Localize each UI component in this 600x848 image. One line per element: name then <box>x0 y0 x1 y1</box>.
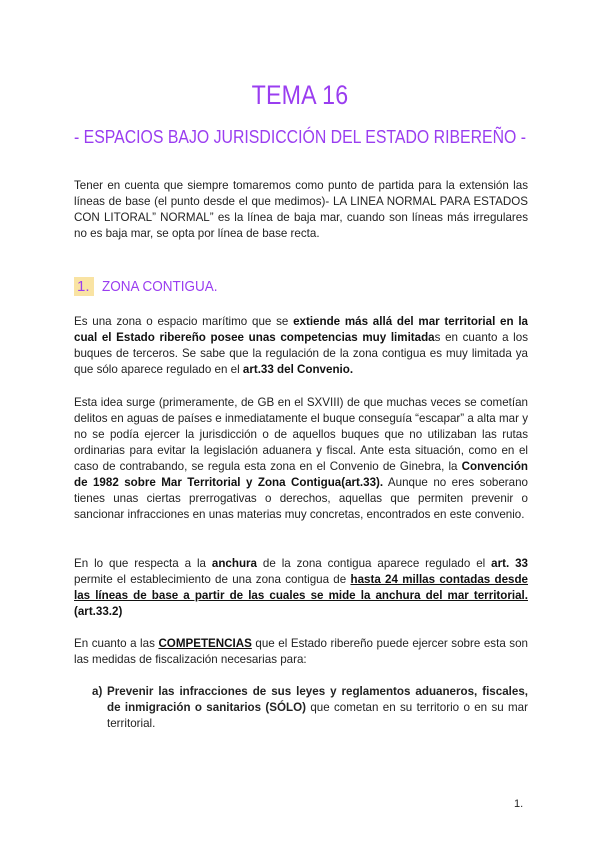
text-run: de la zona contigua aparece regulado el <box>257 557 492 570</box>
bold-text: art.33 del Convenio. <box>242 363 354 376</box>
intro-paragraph: Tener en cuenta que siempre tomaremos como punto de partida para la extensión las líneas de base (el punto desde el que medimos)- LA LINEA NORMAL PARA ESTADOS CON LITORAL” NORMAL” es la línea de baja mar, cuando son líneas más irregulares no es baja mar, se opta por línea de base recta. <box>74 179 528 240</box>
text-run: permite el establecimiento de una zona contigua de <box>74 573 351 586</box>
page-title: TEMA 16 <box>251 80 349 110</box>
paragraph-width <box>74 556 528 620</box>
text-run: En cuanto a las <box>74 637 159 650</box>
bold-underlined-text: COMPETENCIAS <box>158 637 252 650</box>
bold-text: extiende más allá del mar territorial en la cual el Estado ribereño posee unas competencias muy limitada <box>74 315 528 344</box>
text-run: que cometan en su territorio o en su mar territorial. <box>107 701 528 730</box>
bold-text: Convención de 1982 sobre Mar Territorial y Zona Contigua(art.33). <box>74 460 528 489</box>
paragraph-competencias <box>74 636 528 668</box>
list-item <box>92 684 528 732</box>
list-marker: a) <box>92 685 103 698</box>
list-item-content <box>107 684 528 732</box>
page-subtitle: - ESPACIOS BAJO JURISDICCIÓN DEL ESTADO RIBEREÑO - <box>73 127 527 147</box>
paragraph-definition <box>74 314 528 378</box>
text-run: Es una zona o espacio marítimo que se <box>74 315 294 328</box>
bold-text: Prevenir las infracciones de sus leyes y reglamentos aduaneros, fiscales, de inmigración o sanitarios (SÓLO) <box>107 685 528 714</box>
text-run: Esta idea surge (primeramente, de GB en el SXVIII) de que muchas veces se cometían delitos en aguas de países e inmediatamente el buque conseguía “escapar” a alta mar y no se podía ejercer la jurisdicción o de aquellos buques que no utilizaban las rutas ordinarias para evitar la legislación aduanera y fiscal. Ante esta situación, como en el caso de contrabando, se regula esta zona en el Convenio de Ginebra, la <box>74 396 528 473</box>
section-label: ZONA CONTIGUA. <box>101 277 218 295</box>
section-number: 1. <box>74 277 94 296</box>
text-run: que el Estado ribereño puede ejercer sobre esta son las medidas de fiscalización necesarias para: <box>74 637 528 666</box>
bold-text: anchura <box>211 557 257 570</box>
page-number: 1. <box>514 798 524 810</box>
section-heading <box>74 276 230 296</box>
text-run: En lo que respecta a la <box>74 557 212 570</box>
paragraph-origin <box>74 395 528 523</box>
bold-underlined-text: hasta 24 millas contadas desde las líneas de base a partir de las cuales se mide la anchura del mar territorial. <box>74 573 529 602</box>
bold-text: (art.33.2) <box>74 605 123 618</box>
text-run: Aunque no eres soberano tienes unas ciertas prerrogativas o derechos, aquellas que permiten prevenir o sancionar infracciones en unas materias muy concretas, encontrados en este convenio. <box>74 476 528 521</box>
bold-text: art. 33 <box>491 557 528 570</box>
text-run: s en cuanto a los buques de terceros. Se sabe que la regulación de la zona contigua es muy limitada ya que sólo aparece regulado en el <box>74 331 529 376</box>
